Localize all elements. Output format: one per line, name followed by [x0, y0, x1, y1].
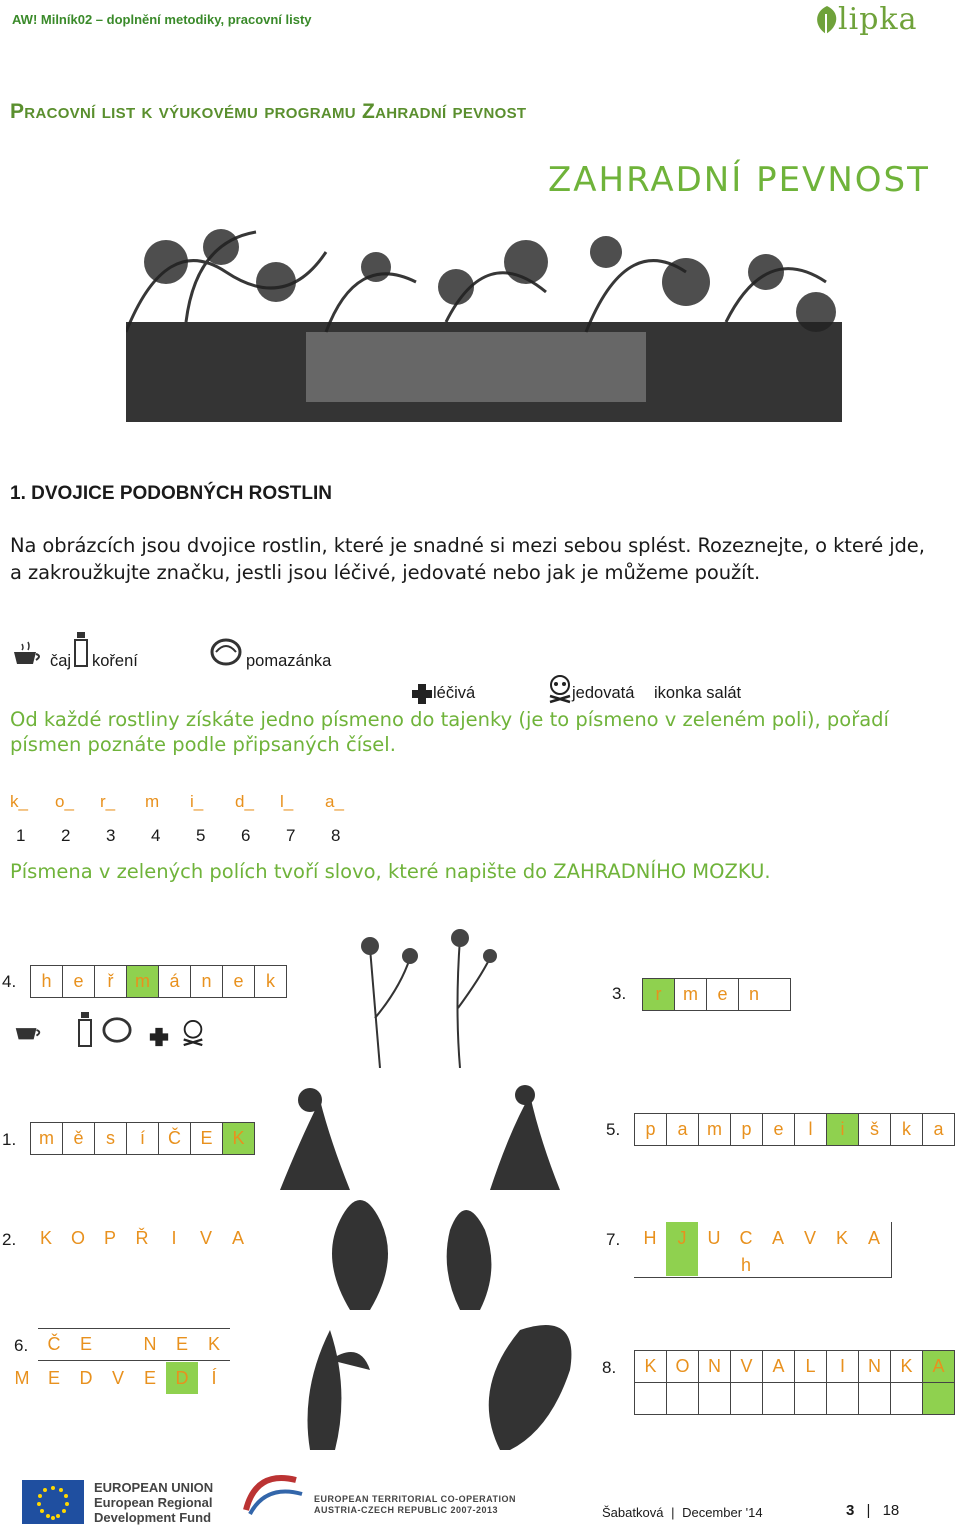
grid-cell[interactable]: A [763, 1351, 795, 1383]
grid-cell-empty[interactable] [731, 1383, 763, 1415]
solution-number: 6 [241, 826, 251, 845]
grid-cell[interactable] [102, 1329, 134, 1361]
grid-cell[interactable]: E [70, 1329, 102, 1361]
program-title: ZAHRADNÍ PEVNOST [548, 160, 930, 200]
grid-cell[interactable]: n [739, 979, 791, 1011]
grid-cell[interactable]: š [859, 1114, 891, 1146]
puzzle-number: 3. [612, 984, 627, 1003]
grid-cell[interactable]: s [95, 1123, 127, 1155]
grid-cell[interactable]: N [859, 1351, 891, 1383]
grid-cell[interactable]: e [223, 966, 255, 998]
grid-cell[interactable]: Č [38, 1329, 70, 1361]
instruction-text: Od každé rostliny získáte jedno písmeno do tajenky (je to písmeno v zeleném poli), pořadí písmen poznáte podle připsaných čísel. [10, 708, 889, 756]
solution-number: 7 [286, 826, 296, 845]
grid-cell[interactable]: E [47, 1367, 60, 1388]
grid-cell[interactable]: m [699, 1114, 731, 1146]
grid-cell[interactable]: K [39, 1227, 52, 1248]
grid-cell[interactable]: M [14, 1367, 30, 1388]
footer-date: December '14 [682, 1505, 763, 1520]
puzzle-grid-7 [634, 1222, 892, 1278]
grid-cell[interactable]: a [923, 1114, 955, 1146]
cell-letter: C [739, 1228, 753, 1248]
legend-salad: ikonka salát [654, 684, 742, 702]
grid-cell[interactable]: D [79, 1367, 93, 1388]
grid-cell[interactable]: K [198, 1329, 230, 1361]
eu-stars-icon [22, 1480, 84, 1524]
grid-cell[interactable]: í [127, 1123, 159, 1155]
grid-cell[interactable]: k [891, 1114, 923, 1146]
grid-cell[interactable]: h [31, 966, 63, 998]
legend-tea: čaj [50, 652, 72, 670]
etc-program-text [314, 1494, 516, 1516]
document-header-title: AW! Milník02 – doplnění metodiky, pracovní listy [12, 12, 312, 27]
total-pages: 18 [882, 1502, 900, 1519]
grid-cell[interactable] [730, 1222, 762, 1276]
grid-cell[interactable]: V [803, 1227, 816, 1248]
solution-letter: o_ [55, 792, 74, 811]
tea-cup-icon [10, 640, 44, 668]
solution-number: 1 [16, 826, 26, 845]
grid-cell[interactable]: N [134, 1329, 166, 1361]
grid-cell[interactable]: V [199, 1227, 212, 1248]
footer-author-date: Šabatková | December '14 [602, 1505, 763, 1520]
puzzle-grid-6-row2 [6, 1362, 230, 1394]
grid-cell[interactable]: K [635, 1351, 667, 1383]
worksheet-title: Pracovní list k výukovému programu Zahradní pevnost [10, 100, 527, 123]
skull-icon [546, 674, 574, 704]
legend-spread: pomazánka [246, 652, 332, 670]
lily-of-the-valley-illustration [290, 1310, 590, 1450]
grid-cell[interactable]: I [827, 1351, 859, 1383]
grid-cell[interactable]: á [159, 966, 191, 998]
grid-cell[interactable]: e [63, 966, 95, 998]
puzzle-number: 6. [14, 1336, 29, 1355]
grid-cell[interactable]: A [867, 1227, 880, 1248]
spice-jar-icon[interactable] [78, 1012, 92, 1048]
grid-cell-green[interactable]: J [666, 1222, 698, 1276]
grid-cell[interactable]: V [731, 1351, 763, 1383]
puzzle-grid-3 [642, 978, 791, 1011]
puzzle-grid-2 [30, 1222, 254, 1254]
solution-letter: a_ [325, 792, 344, 811]
solution-letter: d_ [235, 792, 254, 811]
footer-author: Šabatková [602, 1505, 664, 1520]
tea-cup-icon[interactable] [12, 1016, 44, 1044]
legend-poisonous: jedovatá [572, 684, 635, 702]
grid-cell[interactable]: Ř [135, 1227, 149, 1248]
solution-number: 3 [106, 826, 116, 845]
medical-cross-icon [410, 682, 434, 706]
solution-number: 2 [61, 826, 71, 845]
grid-cell-empty[interactable] [635, 1383, 667, 1415]
grid-cell[interactable]: K [891, 1351, 923, 1383]
solution-number: 8 [331, 826, 341, 845]
grid-cell[interactable]: l [795, 1114, 827, 1146]
footer-page-number: 3 | 18 [846, 1502, 900, 1519]
cross-border-logo [236, 1460, 310, 1520]
nettle-plant-illustration [250, 1180, 560, 1310]
puzzle-number: 5. [606, 1120, 621, 1139]
grid-cell[interactable]: ř [95, 966, 127, 998]
medical-cross-icon[interactable] [148, 1026, 170, 1048]
grid-cell-empty[interactable] [859, 1383, 891, 1415]
spread-icon[interactable] [102, 1015, 132, 1045]
solution-number: 5 [196, 826, 206, 845]
puzzle-number: 4. [2, 972, 17, 991]
puzzle-grid-8 [634, 1350, 955, 1415]
chamomile-plant-illustration [340, 928, 500, 1068]
spread-icon [210, 636, 242, 668]
solution-letter: l_ [280, 792, 294, 811]
grid-cell-green[interactable]: A [923, 1351, 955, 1383]
grid-cell[interactable]: p [635, 1114, 667, 1146]
grid-cell[interactable]: P [103, 1227, 116, 1248]
current-page: 3 [846, 1502, 855, 1519]
grid-cell-empty[interactable] [667, 1383, 699, 1415]
grid-cell-green[interactable]: K [223, 1123, 255, 1155]
grid-cell[interactable]: K [835, 1227, 848, 1248]
grid-cell[interactable]: A [231, 1227, 244, 1248]
puzzle-grid-5 [634, 1113, 955, 1146]
logo-text: lipka [838, 2, 918, 37]
grid-cell-green[interactable]: r [643, 979, 675, 1011]
grid-cell[interactable]: p [731, 1114, 763, 1146]
grid-cell-empty[interactable] [827, 1383, 859, 1415]
grid-cell[interactable]: E [143, 1367, 156, 1388]
etc-line: AUSTRIA-CZECH REPUBLIC 2007-2013 [314, 1505, 499, 1515]
grid-cell-green[interactable]: m [127, 966, 159, 998]
puzzle-grid-6-row1 [38, 1328, 230, 1361]
grid-cell[interactable]: O [70, 1227, 85, 1248]
puzzle-number: 7. [606, 1230, 621, 1249]
grid-cell-green[interactable]: D [166, 1362, 198, 1394]
section-title: 1. DVOJICE PODOBNÝCH ROSTLIN [10, 483, 332, 504]
grid-cell[interactable]: E [166, 1329, 198, 1361]
puzzle-grid-4 [30, 965, 287, 998]
grid-cell[interactable]: H [643, 1227, 657, 1248]
grid-cell[interactable]: m [675, 979, 707, 1011]
puzzle-grid-1 [30, 1122, 255, 1155]
grid-cell[interactable]: e [707, 979, 739, 1011]
grid-cell[interactable]: m [31, 1123, 63, 1155]
grid-cell[interactable]: ě [63, 1123, 95, 1155]
grid-cell[interactable]: I [171, 1227, 177, 1248]
grid-cell[interactable]: N [699, 1351, 731, 1383]
closing-text: Písmena v zelených polích tvoří slovo, které napište do ZAHRADNÍHO MOZKU. [10, 860, 771, 883]
solution-letters [10, 792, 370, 812]
solution-number: 4 [151, 826, 161, 845]
solution-letter: k_ [10, 792, 28, 811]
solution-letter: i_ [190, 792, 204, 811]
legend-spice: koření [92, 652, 138, 670]
eu-line: Development Fund [94, 1510, 212, 1525]
puzzle-number: 1. [2, 1130, 17, 1149]
grid-cell[interactable]: k [255, 966, 287, 998]
grid-cell[interactable]: a [667, 1114, 699, 1146]
puzzle-4-icons [12, 1012, 206, 1048]
grid-cell[interactable]: E [191, 1123, 223, 1155]
legend-medicinal: léčivá [433, 684, 476, 702]
spice-jar-icon [74, 632, 88, 668]
grid-cell[interactable]: A [771, 1227, 784, 1248]
eu-line: EUROPEAN UNION [94, 1480, 214, 1495]
grid-cell[interactable]: Č [159, 1123, 191, 1155]
grid-cell[interactable]: e [763, 1114, 795, 1146]
puzzle-number: 8. [602, 1358, 617, 1377]
cell-extra-letter: h [740, 1255, 751, 1275]
eu-fund-text [94, 1480, 213, 1525]
solution-letter: m [145, 792, 160, 811]
grid-cell-empty[interactable] [891, 1383, 923, 1415]
eu-line: European Regional [94, 1495, 213, 1510]
grid-cell[interactable]: V [111, 1367, 124, 1388]
grid-cell[interactable]: O [667, 1351, 699, 1383]
grid-cell-empty[interactable] [763, 1383, 795, 1415]
grid-cell-empty[interactable] [699, 1383, 731, 1415]
etc-line: EUROPEAN TERRITORIAL CO-OPERATION [314, 1494, 517, 1504]
dandelion-plant-illustration [270, 1080, 570, 1190]
grid-cell-empty[interactable] [795, 1383, 827, 1415]
grid-cell[interactable]: L [795, 1351, 827, 1383]
solution-numbers [16, 826, 376, 846]
grid-cell[interactable]: n [191, 966, 223, 998]
puzzle-number: 2. [2, 1230, 17, 1249]
grid-cell[interactable]: U [707, 1227, 721, 1248]
grid-cell-green[interactable]: i [827, 1114, 859, 1146]
section-intro: Na obrázcích jsou dvojice rostlin, které je snadné si mezi sebou splést. Rozeznejte, o které jde, a zakroužkujte značku, jestli jsou léčivé, jedovaté nebo jak je můžeme použít. [10, 534, 925, 584]
garden-banner-illustration [126, 212, 842, 428]
solution-letter: r_ [100, 792, 116, 811]
eu-flag-logo [22, 1480, 84, 1524]
grid-cell[interactable]: Í [211, 1367, 217, 1388]
grid-cell-green[interactable] [923, 1383, 955, 1415]
skull-icon[interactable] [180, 1019, 206, 1047]
